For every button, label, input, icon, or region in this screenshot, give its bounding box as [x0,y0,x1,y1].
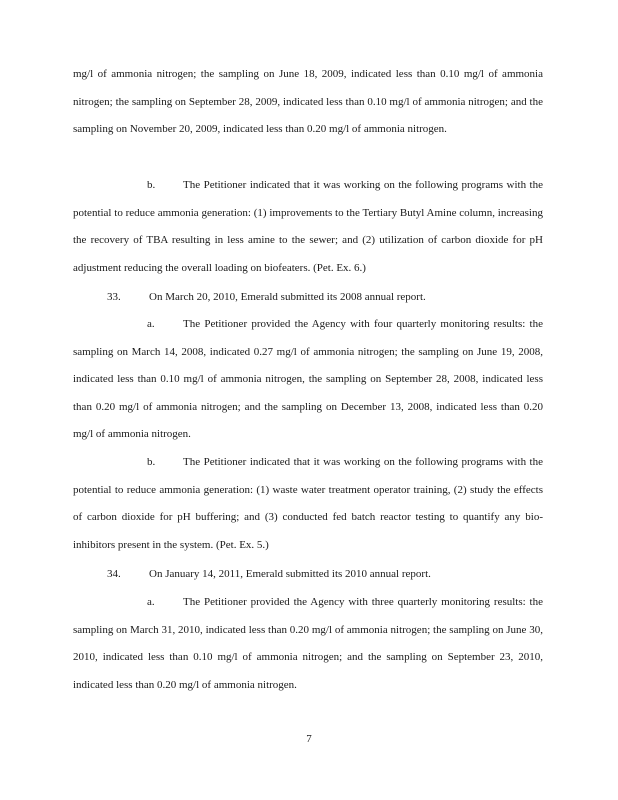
paragraph-text: mg/l of ammonia nitrogen; the sampling on June 18, 2009, indicated less than 0.10 mg/l of ammonia nitrogen; the sampling on September 28, 2009, indicated less than 0.10 mg/l of ammonia nitrogen; and the sampling on November 20, 2009, indicated less than 0.20 mg/l of ammonia nitrogen. [73,68,543,135]
paragraph-text: On January 14, 2011, Emerald submitted its 2010 annual report. [149,568,431,580]
paragraph-text: The Petitioner indicated that it was working on the following programs with the potential to reduce ammonia generation: (1) improvements to the Tertiary Butyl Amine column, increasing the recovery of TBA resulting in less amine to the sewer; and (2) utilization of carbon dioxide for pH adjustment reducing the overall loading on biofeaters. (Pet. Ex. 6.) [73,179,543,274]
paragraph-33a [73,311,543,449]
subparagraph-label: a. [147,318,155,330]
paragraph-number: 33. [107,291,121,303]
paragraph-text: On March 20, 2010, Emerald submitted its 2008 annual report. [149,291,426,303]
paragraph-34a [73,589,543,699]
paragraph-33b [73,449,543,559]
paragraph-continuation [73,61,543,144]
subparagraph-label: a. [147,596,155,608]
paragraph-text: The Petitioner provided the Agency with three quarterly monitoring results: the sampling on March 31, 2010, indicated less than 0.20 mg/l of ammonia nitrogen; the sampling on June 30, 2010, indicated less than 0.10 mg/l of ammonia nitrogen; and the sampling on September 23, 2010, indicated less than 0.20 mg/l of ammonia nitrogen. [73,596,543,691]
paragraph-text: The Petitioner provided the Agency with four quarterly monitoring results: the sampling on March 14, 2008, indicated 0.27 mg/l of ammonia nitrogen; the sampling on June 19, 2008, indicated less than 0.10 mg/l of ammonia nitrogen, the sampling on September 28, 2008, indicated less than 0.20 mg/l of ammonia nitrogen; and the sampling on December 13, 2008, indicated less than 0.20 mg/l of ammonia nitrogen. [73,318,543,440]
paragraph-text: The Petitioner indicated that it was working on the following programs with the potential to reduce ammonia generation: (1) waste water treatment operator training, (2) study the effects of carbon dioxide for pH buffering; and (3) conducted fed batch reactor testing to quantify any bio-inhibitors present in the system. (Pet. Ex. 5.) [73,456,543,551]
paragraph-34 [73,561,543,589]
page-number: 7 [306,733,312,745]
paragraph-33 [73,284,543,312]
subparagraph-label: b. [147,179,156,191]
subparagraph-label: b. [147,456,156,468]
paragraph-32b [73,172,543,282]
paragraph-number: 34. [107,568,121,580]
